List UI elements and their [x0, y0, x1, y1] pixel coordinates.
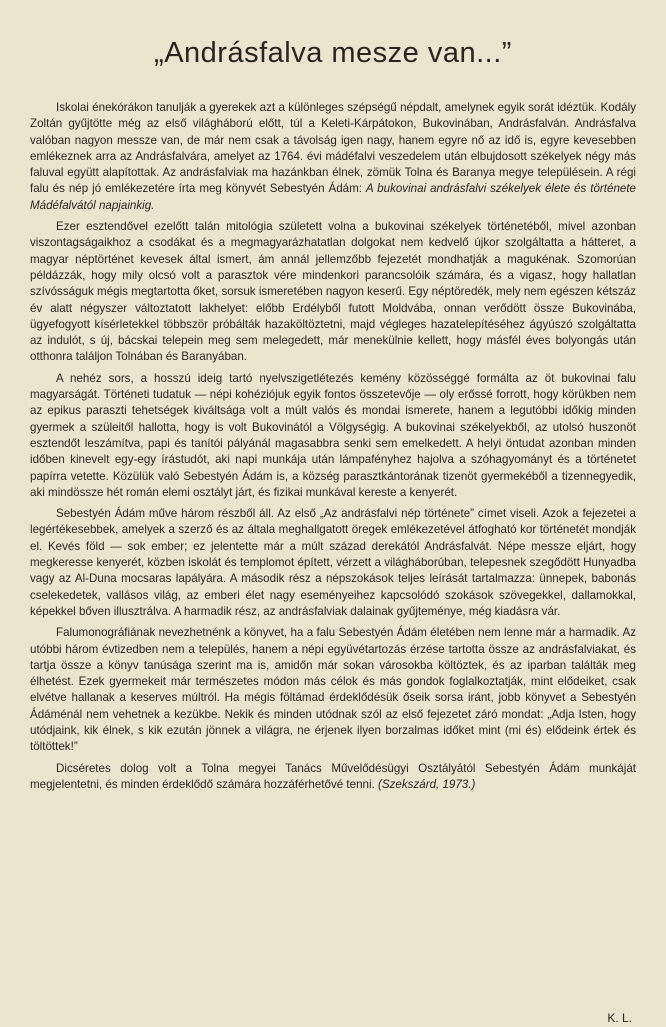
place-date-italic: (Szekszárd, 1973.) [378, 777, 476, 791]
paragraph-5 [30, 625, 636, 755]
paragraph-4-text: Sebestyén Ádám műve három részből áll. Az első „Az andrásfalvi nép története” címet viseli. Azok a fejezetei a legértékesebbek, amelyek a szerző és az általa meghallgatott öregek emlékezetével átfogható kor történetét mondják el. Kevés föld — sok ember; ez jelentette már a múlt század derekától Andrásfalvát. Népe messze eljárt, hogy megkeresse kenyerét, közben iskolát és templomot épített, vérzett a világháborúban, telepesnek szegődött Hunyadba vagy az Al-Duna mocsaras lapályára. A második rész a népszokások teljes leírását tartalmazza: ünnepek, babonás cselekedetek, vallásos világ, az emberi élet nagy eseményeihez kapcsolódó szokások szövegekkel, dallamokkal, képekkel bőven illusztrálva. A harmadik rész, az andrásfalviak dalainak gyűjteménye, még kiadásra vár. [30, 507, 636, 618]
paragraph-4 [30, 506, 636, 620]
article-title: „Andrásfalva mesze van...” [154, 37, 512, 70]
paragraph-2-text: Ezer esztendővel ezelőtt talán mitológia született volna a bukovinai székelyek történetéből, mivel azonban viszontagságaikhoz a csodákat és a megmagyarázhatatlan dolgokat nem kedvelő újkor szolgáltatta a hátteret, a magyar néptörténet kevesek által ismert, ám annál jellemzőbb fejezetét mondhatják a magukénak. Szomorúan példázzák, hogy mily olcsó volt a parasztok vére mindenkori parancsolóik számára, és a vigasz, hogy hallatlan szívósságuk mégis megtartotta őket, sorsuk ismeretében nagyon keserű. Egy néptöredék, mely nem egészen kétszáz év alatt négyszer változtatott lakhelyet: előbb Erdélyből futott Moldvába, onnan verődött össze Bukovinába, ügyefogyott kísérletekkel többször próbálták hazaköltöztetni, majd végleges hazatelepítéséhez ágyúszó szolgáltatta az indulót, s új, bácskai telepein meg sem melegedett, már menekülnie kellett, hogy másfél éves bolyongás után otthonra találjon Tolnában és Baranyában. [30, 220, 636, 364]
paragraph-5-text: Falumonográfiának nevezhetnénk a könyvet, ha a falu Sebestyén Ádám életében nem lenne már a harmadik. Az utóbbi három évtizedben nem a település, hanem a népi együvétartozás érzése tartotta össze az andrásfalviakat, és tartja össze a könyv tanúsága szerint ma is, amidőn már sokan városokba költöztek, és az iparban találták meg élhetést. Ezek gyermekeit már természetes módon más célok és más gondok foglalkoztatják, mint elődeiket, csak elvétve hallanak a keserves múltról. Ha mégis föltámad érdeklődésük őseik sorsa iránt, jobb könyvet a Sebestyén Ádáménál nem vehetnek a kezükbe. Nekik és minden utódnak szól az első fejezetet záró mondat: „Adja Isten, hogy utódjaink, kik élnek, s kik ezután jönnek a világra, ne érjenek ilyen borzalmas időket mint (mi és) elődeink értek és töltöttek!” [30, 626, 636, 754]
paragraph-1-text: Iskolai énekórákon tanulják a gyerekek azt a különleges szépségű népdalt, amelynek egyik sorát idéztük. Kodály Zoltán gyűjtötte még az első világháború előtt, túl a Keleti-Kárpátokon, Bukovinában, Andrásfalván. Andrásfalva valóban nagyon messze van, de már nem csak a távolság igen nagy, hanem egyre nő az idő is, egyre kevesebben emlékeznek arra az Andrásfalvára, amelyet az 1764. évi mádéfalvi veszedelem után elbujdosott székelyek négy más faluval együtt alapítottak. Az andrásfalviak ma hazánkban élnek, zömük Tolna és Baranya megye településein. A régi falu és nép jó emlékezetére írta meg könyvét Sebestyén Ádám: [30, 101, 636, 196]
author-signature: K. L. [607, 1011, 632, 1025]
paragraph-1 [30, 100, 636, 214]
book-title-italic: A bukovinai andrásfalvi székelyek élete és története Mádéfalvától napjainkig. [30, 182, 637, 212]
paragraph-2 [30, 219, 636, 366]
paragraph-3-text: A nehéz sors, a hosszú ideig tartó nyelvszigetlétezés kemény közösséggé formálta az öt bukovinai falu magyarságát. Történeti tudatuk — népi kohéziójuk egyik fontos összetevője — oly erőssé forrott, hogy körükben nem az epikus paraszti tehetségek kiváltsága volt a múlt valós és mondai ismerete, hanem a legutóbbi időkig minden gyermek a szüleitől hallotta, hogy is volt Bukovinától a Völgységig. A bukovinai székelyekből, az utolsó huszonöt esztendőt leszámítva, papi és tanítói pályánál magasabbra senki sem emelkedett. A helyi öntudat azonban minden időben kinevelt egy-egy írástudót, aki napi munkája után lámpafényhez hajolva a szóhagyományt és a történetet papírra vetette. Közülük való Sebestyén Ádám is, a község parasztkántorának tizenöt gyermekéből a tizennegyedik, aki mindössze hét román elemi osztályt járt, és fizikai munkával kereste a kenyerét. [30, 371, 636, 499]
paragraph-3 [30, 371, 636, 501]
paragraph-6 [30, 761, 636, 794]
article-body [30, 100, 636, 798]
paragraph-6-text: Dicséretes dolog volt a Tolna megyei Tanács Művelődésügyi Osztályától Sebestyén Ádám munkáját megjelentetni, és minden érdeklődő számára hozzáférhetővé tenni. [30, 761, 636, 791]
